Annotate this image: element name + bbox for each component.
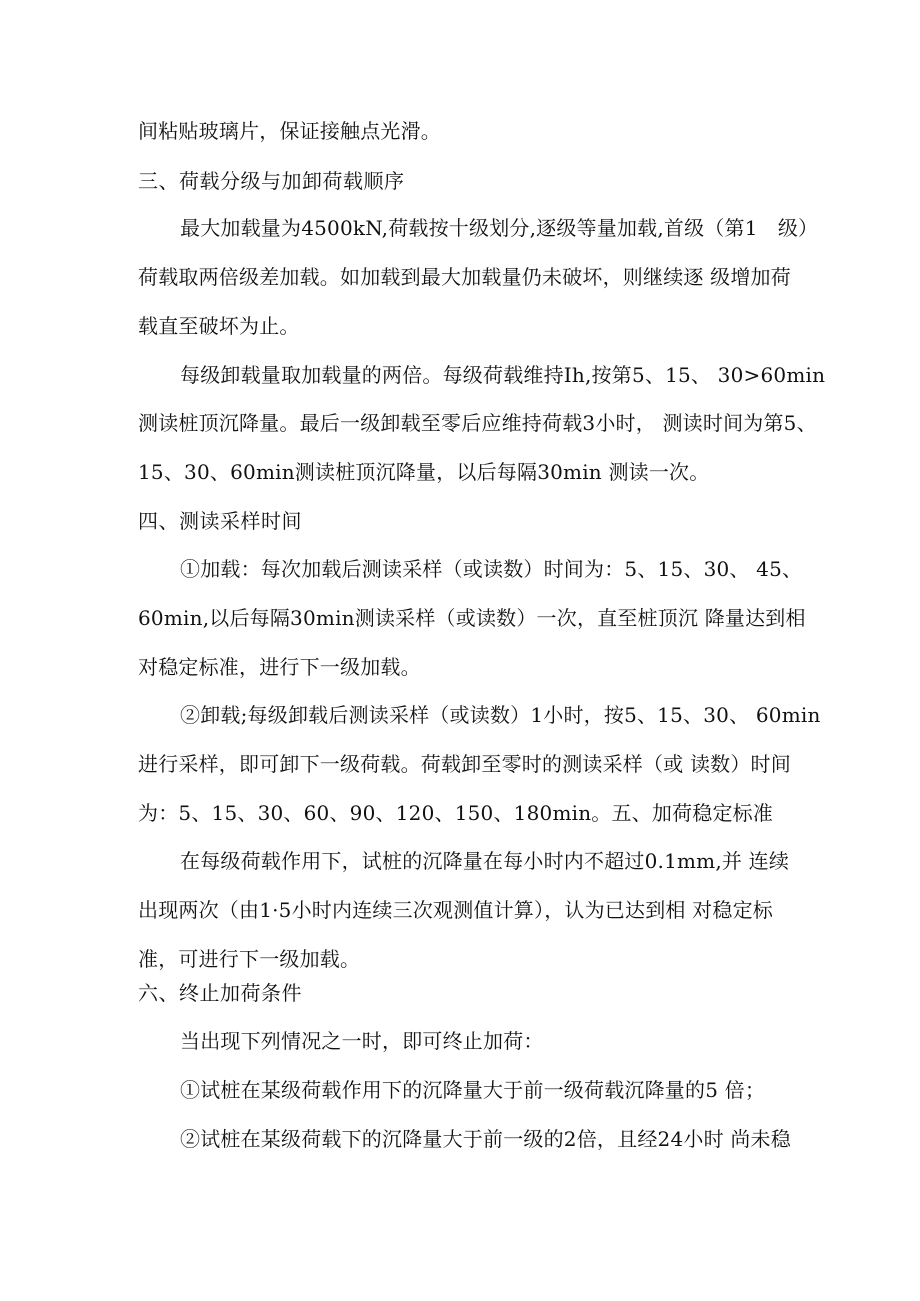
paragraph-line: 最大加载量为4500kN,荷载按十级划分,逐级等量加载,首级（第1 级） <box>180 216 819 240</box>
paragraph-line: 间粘贴玻璃片，保证接触点光滑。 <box>138 119 441 143</box>
paragraph-line: 载直至破坏为止。 <box>138 314 300 338</box>
paragraph-line: 60min,以后每隔30min测读采样（或读数）一次，直至桩顶沉 降量达到相 <box>138 606 806 630</box>
paragraph-line: ②试桩在某级荷载下的沉降量大于前一级的2倍，且经24小时 尚未稳 <box>180 1127 791 1151</box>
paragraph-line: 荷载取两倍级差加载。如加载到最大加载量仍未破坏，则继续逐 级增加荷 <box>138 265 791 289</box>
paragraph-line: ①试桩在某级荷载作用下的沉降量大于前一级荷载沉降量的5 倍； <box>180 1078 766 1102</box>
paragraph-line: 出现两次（由1·5小时内连续三次观测值计算），认为已达到相 对稳定标 <box>138 898 773 922</box>
paragraph-line: 当出现下列情况之一时，即可终止加荷： <box>180 1029 544 1053</box>
paragraph-line: 在每级荷载作用下，试桩的沉降量在每小时内不超过0.1mm,并 连续 <box>180 849 790 873</box>
section-heading-6: 六、终止加荷条件 <box>138 981 302 1005</box>
paragraph-line: 15、30、60min测读桩顶沉降量，以后每隔30min 测读一次。 <box>138 460 710 484</box>
paragraph-line: 进行采样，即可卸下一级荷载。荷载卸至零时的测读采样（或 读数）时间 <box>138 752 791 776</box>
paragraph-line: ②卸载;每级卸载后测读采样（或读数）1小时，按5、15、30、 60min <box>180 703 821 727</box>
paragraph-line: 每级卸载量取加载量的两倍。每级荷载维持Ih,按第5、15、 30>60min <box>180 363 826 387</box>
paragraph-line: ①加载：每次加载后测读采样（或读数）时间为：5、15、30、 45、 <box>180 557 803 581</box>
paragraph-line: 测读桩顶沉降量。最后一级卸载至零后应维持荷载3小时， 测读时间为第5、 <box>138 411 817 435</box>
paragraph-line: 对稳定标准，进行下一级加载。 <box>138 655 421 679</box>
paragraph-line: 准，可进行下一级加载。 <box>138 947 361 971</box>
paragraph-line: 为：5、15、30、60、90、120、150、180min。五、加荷稳定标准 <box>138 801 774 825</box>
section-heading-4: 四、测读采样时间 <box>138 509 302 533</box>
section-heading-3: 三、荷载分级与加卸荷载顺序 <box>138 169 405 193</box>
